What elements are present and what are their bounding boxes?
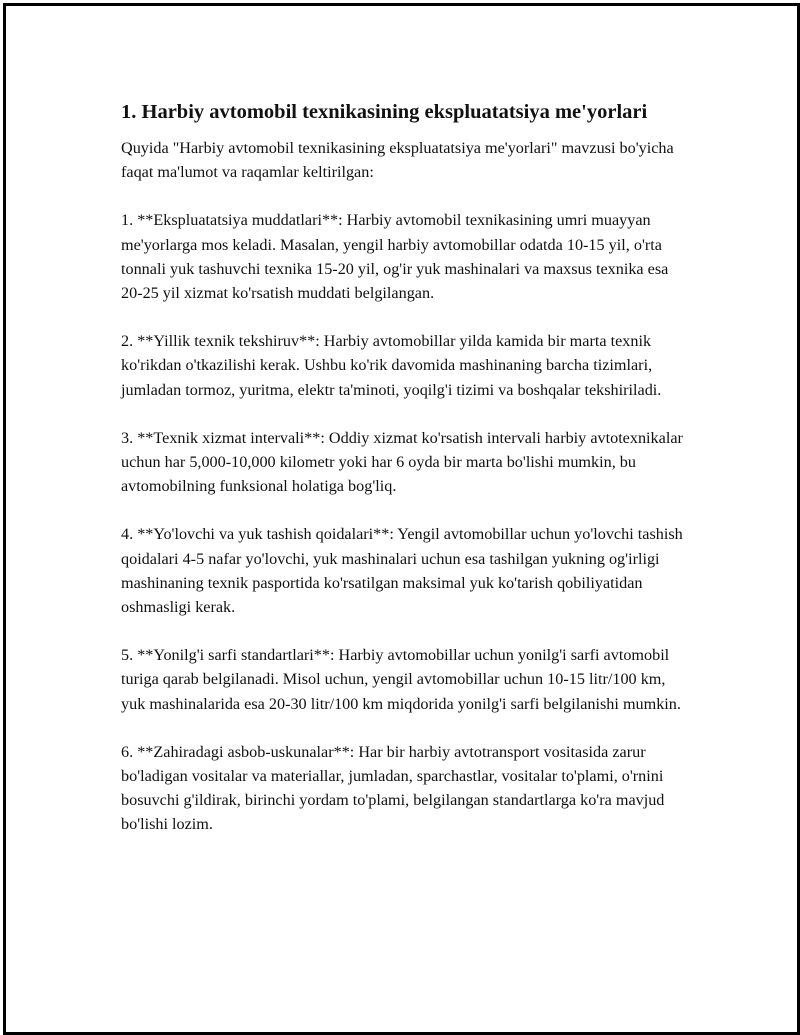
section-paragraph: 3. **Texnik xizmat intervali**: Oddiy xizmat ko'rsatish intervali harbiy avtotexnikalar uchun har 5,000-10,000 kilometr yoki har 6 oyda bir marta bo'lishi mumkin, bu avtomobilning funksional holatiga bog'liq.	[121, 428, 683, 496]
document-title: 1. Harbiy avtomobil texnikasining ekspluatatsiya me'yorlari	[121, 101, 648, 123]
intro-paragraph: Quyida "Harbiy avtomobil texnikasining ekspluatatsiya me'yorlari" mavzusi bo'yicha faqat ma'lumot va raqamlar keltirilgan:	[121, 139, 674, 182]
page-frame	[3, 3, 800, 1035]
section-paragraph: 2. **Yillik texnik tekshiruv**: Harbiy avtomobillar yilda kamida bir marta texnik ko'rikdan o'tkazilishi kerak. Ushbu ko'rik davomida mashinaning barcha tizimlari, jumladan tormoz, yuritma, elektr ta'minoti, yoqilg'i tizimi va boshqalar tekshiriladi.	[121, 332, 662, 399]
document-body	[121, 98, 691, 837]
section-paragraph: 6. **Zahiradagi asbob-uskunalar**: Har bir harbiy avtotransport vositasida zarur bo'ladigan vositalar va materiallar, jumladan, sparchastlar, vositalar to'plami, o'rnini bosuvchi g'ildirak, birinchi yordam to'plami, belgilangan standartlarga ko'ra mavjud bo'lishi lozim.	[121, 742, 665, 834]
section-paragraph: 1. **Ekspluatatsiya muddatlari**: Harbiy avtomobil texnikasining umri muayyan me'yorlarga mos keladi. Masalan, yengil harbiy avtomobillar odatda 10-15 yil, o'rta tonnali yuk tashuvchi texnika 15-20 yil, og'ir yuk mashinalari va maxsus texnika esa 20-25 yil xizmat ko'rsatish muddati belgilangan.	[121, 211, 669, 303]
section-paragraph: 5. **Yonilg'i sarfi standartlari**: Harbiy avtomobillar uchun yonilg'i sarfi avtomobil turiga qarab belgilanadi. Misol uchun, yengil avtomobillar uchun 10-15 litr/100 km, yuk mashinalarida esa 20-30 litr/100 km miqdorida yonilg'i sarfi belgilanishi mumkin.	[121, 646, 681, 713]
section-paragraph: 4. **Yo'lovchi va yuk tashish qoidalari**: Yengil avtomobillar uchun yo'lovchi tashish qoidalari 4-5 nafar yo'lovchi, yuk mashinalari uchun esa tashilgan yukning og'irligi mashinaning texnik pasportida ko'rsatilgan maksimal yuk ko'tarish qobiliyatidan oshmasligi kerak.	[121, 525, 683, 617]
